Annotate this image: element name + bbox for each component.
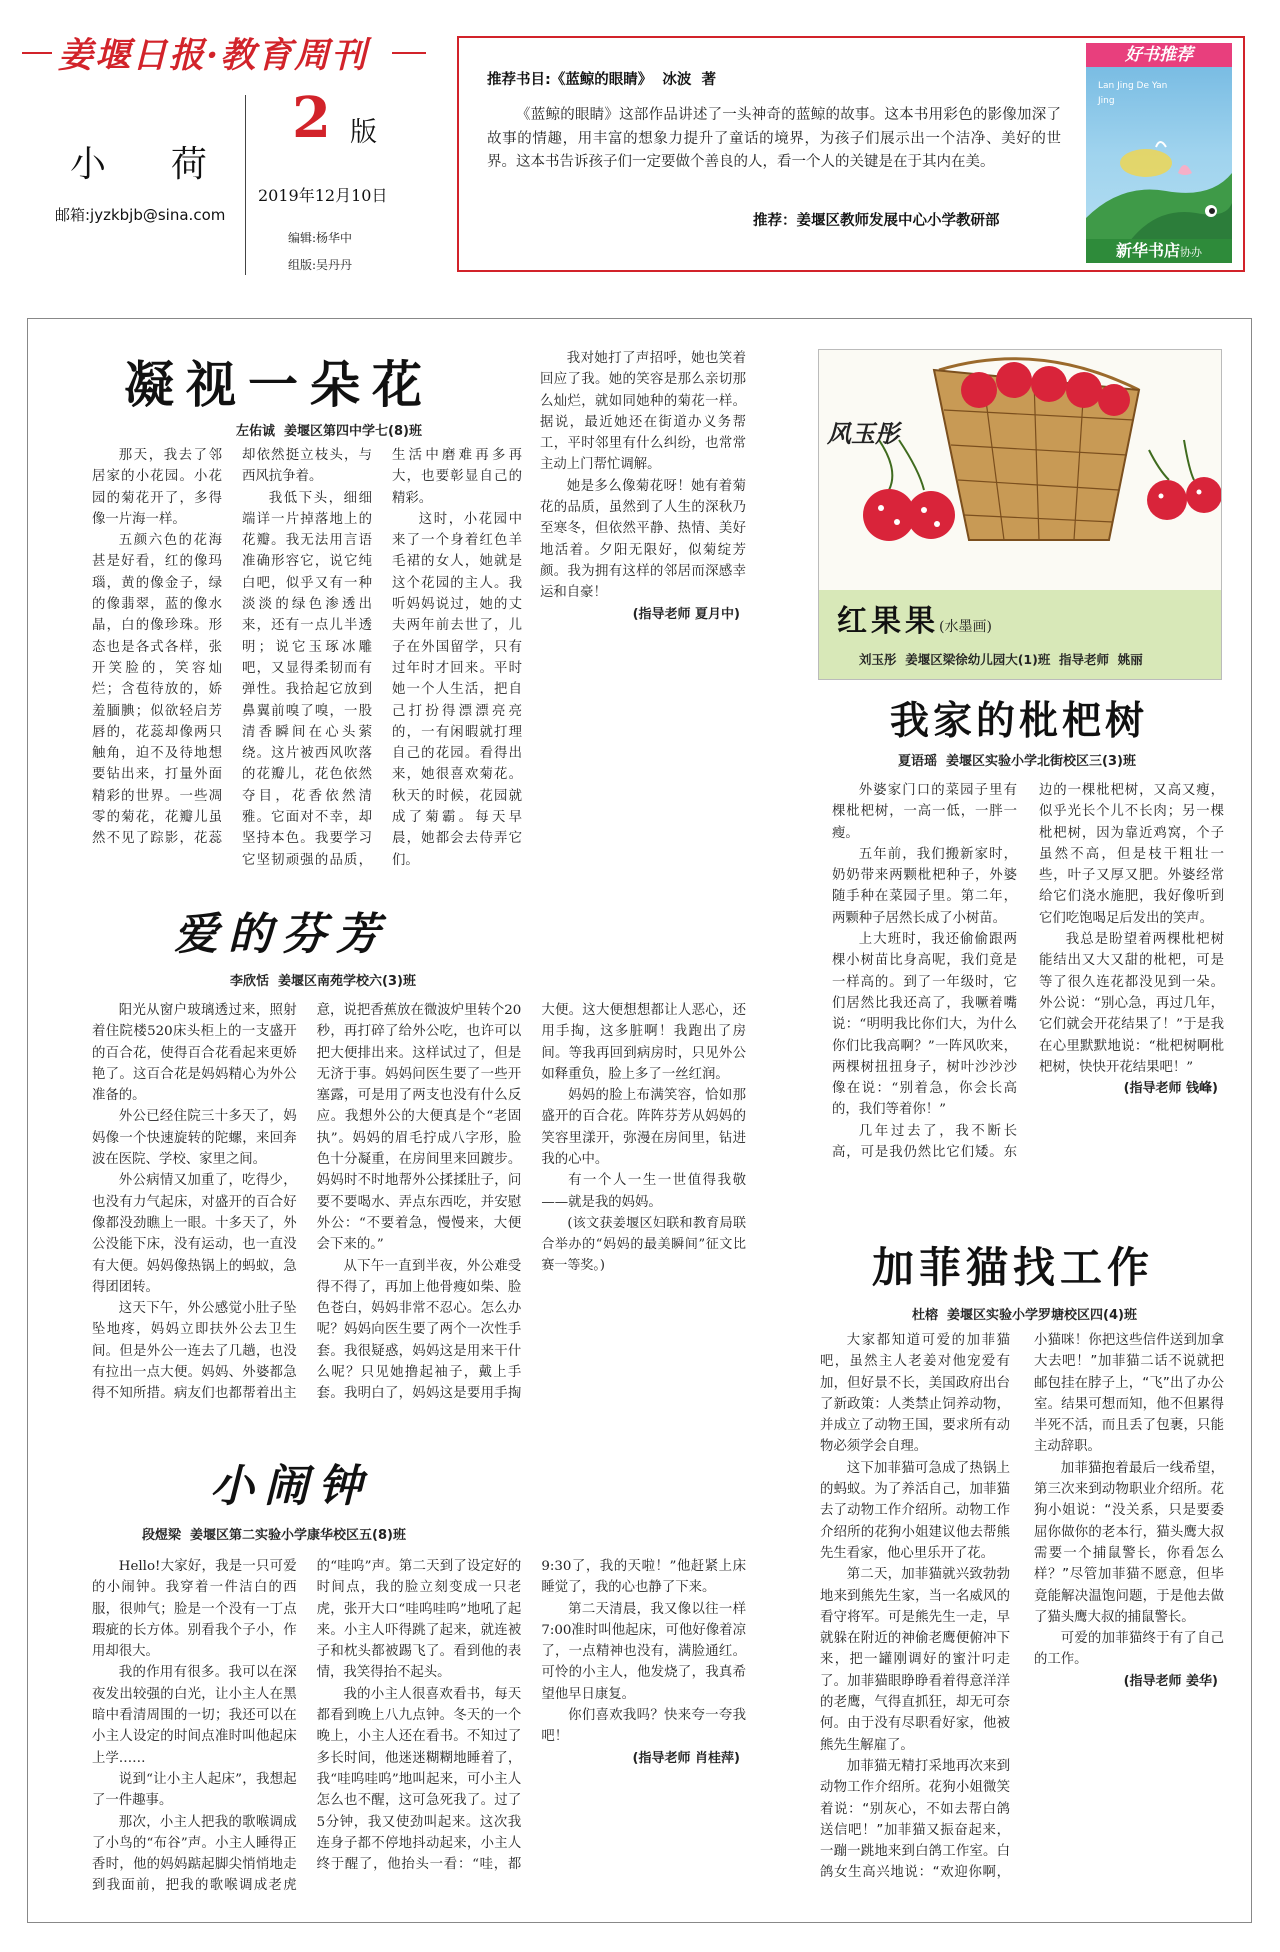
artwork-credit: 刘玉彤 姜堰区梁徐幼儿园大(1)班 指导老师 姚丽 [859, 652, 1143, 667]
issue-date: 2019年12月10日 [258, 186, 388, 205]
page-number: 2 [292, 85, 331, 151]
article-garfield-title: 加菲猫找工作 [872, 1243, 1155, 1292]
sponsor-suffix: 协办 [1180, 246, 1202, 259]
paragraph: 我的小主人很喜欢看书，每天都看到晚上八九点钟。冬天的一个晚上，小主人还在看书。不知过了多长时间，他迷迷糊糊地睡着了，我“哇呜哇呜”地叫起来，可小主人怎么也不醒，这可急死我了。过了5分钟，我又使劲叫起来。这次我连身子都不停地抖动起来，小主人终于醒了，他抬头一看：“哇，都9:30了，我的天啦！”他赶紧上床睡觉了，我的心也静了下来。 [316, 1559, 746, 1873]
article-loquat-teacher: (指导老师 钱峰) [1123, 1081, 1218, 1097]
paragraph: Hello!大家好，我是一只可爱的小闹钟。我穿着一件洁白的西服，很帅气；脸是一个没有一丁点瑕疵的长方体。别看我个子小，作用却很大。 [92, 1559, 297, 1660]
masthead-divider [245, 95, 246, 275]
editor: 编辑:杨华中 [288, 231, 353, 245]
paragraph: 阳光从窗户玻璃透过来，照射着住院楼520床头柜上的一支盛开的百合花，使得百合花看起来更娇艳了。这百合花是妈妈精心为外公准备的。 [92, 1003, 297, 1104]
paragraph: 外婆家门口的菜园子里有棵枇杷树，一高一低，一胖一瘦。 [832, 783, 1017, 841]
email: 邮箱:jyzkbjb@sina.com [55, 206, 226, 224]
article-fragrance-note: (该文获姜堰区妇联和教育局联合举办的“妈妈的最美瞬间”征文比赛一等奖。) [541, 1215, 746, 1273]
paragraph: 那次，小主人把我的歌喉调成了小鸟的“布谷”声。小主人睡得正香时，他的妈妈踮起脚尖悄悄地走到我面前，把我的歌喉调成老虎的“哇呜”声。第二天到了设定好的时间点，我的脸立刻变成一只老虎，张开大口“哇呜哇呜”地吼了起来。小主人吓得跳了起来，就连被子和枕头都被踢飞了。看到他的表情，我笑得抬不起头。 [92, 1559, 522, 1894]
paragraph: 我低下头，细细端详一片掉落地上的花瓣。我无法用言语准确形容它，说它纯白吧，似乎又有一种淡淡的绿色渗透出来，还有一点儿半透明；说它玉琢冰雕吧，又显得柔韧而有弹性。我拾起它放到鼻翼前嗅了嗅，一股清香瞬间在心头萦绕。这片被西风吹落的花瓣儿，花色依然夺目，花香依然清雅。它面对不幸，却坚持本色。我要学习它坚韧顽强的品质，生活中磨难再多再大，也要彰显自己的精彩。 [242, 448, 522, 868]
paper-name: 姜堰日报·教育周刊 [58, 35, 369, 76]
article-garfield-byline: 杜榕 姜堰区实验小学罗塘校区四(4)班 [912, 1308, 1137, 1323]
book-rec-recommender: 推荐：姜堰区教师发展中心小学教研部 [753, 213, 1000, 229]
article-flower-body [92, 445, 522, 871]
paper-name-rule-left [22, 52, 52, 54]
article-clock-title: 小闹钟 [210, 1461, 372, 1512]
book-recommendation-box [457, 36, 1245, 272]
paragraph: 我对她打了声招呼，她也笑着回应了我。她的笑容是那么亲切那么灿烂，就如同她种的菊花一样。据说，最近她还在街道办义务帮工，平时邻里有什么纠纷，也常常主动上门帮忙调解。 [540, 351, 746, 473]
paragraph: 外公病情又加重了，吃得少，也没有力气起床，对盛开的百合好像都没劲瞧上一眼。十多天了，外公没能下床，没有运动，也一直没有大便。妈妈像热锅上的蚂蚁，急得团团转。 [92, 1173, 297, 1295]
paragraph: 几年过去了，我不断长高，可是我仍然比它们矮。东边的一棵枇杷树，又高又瘦，似乎光长个儿不长肉；另一棵枇杷树，因为靠近鸡窝，个子虽然不高，但是枝干粗壮一些，叶子又厚又肥。外婆经常给它们浇水施肥，我好像听到它们吃饱喝足后发出的笑声。 [832, 783, 1224, 1161]
paragraph: 你们喜欢我吗？快来夸一夸我吧！ [541, 1708, 746, 1745]
article-garfield-teacher: (指导老师 姜华) [1123, 1673, 1218, 1689]
sponsor-name: 新华书店 [1115, 241, 1180, 260]
paragraph: 第二天，加菲猫就兴致勃勃地来到熊先生家，当一名威风的看守将军。可是熊先生一走，早就躲在附近的神偷老鹰便俯冲下来，把一罐刚调好的蜜汁叼走了。加菲猫眼睁睁看着得意洋洋的老鹰，气得直抓狂，却无可奈何。由于没有尽职看好家，他被熊先生解雇了。 [820, 1567, 1010, 1753]
artwork-painting [819, 350, 1222, 590]
paragraph: 第二天清晨，我又像以往一样7:00准时叫他起床，可他好像着凉了，一点精神也没有，满脸通红。可怜的小主人，他发烧了，我真希望他早日康复。 [541, 1601, 746, 1702]
article-clock-teacher: (指导老师 肖桂萍) [632, 1750, 740, 1766]
paragraph: 她是多么像菊花呀！她有着菊花的品质，虽然到了人生的深秋乃至寒冬，但依然平静、热情、美好地活着。夕阳无限好，似菊绽芳颜。我为拥有这样的邻居而深感幸运和自豪！ [540, 478, 746, 601]
book-rec-text: 《蓝鲸的眼睛》这部作品讲述了一头神奇的蓝鲸的故事。这本书用彩色的影像加深了故事的情趣，用丰富的想象力提升了童话的境界，为孩子们展示出一个洁净、美好的世界。这本书告诉孩子们一定要做个善良的人，看一个人的关键是在于其内在美。 [487, 107, 1061, 170]
artwork-title-text: 红果果 [837, 604, 939, 639]
book-cover-title: Lan Jing De Yan Jing [1098, 81, 1168, 106]
book-badge-title: 好书推荐 [1125, 45, 1193, 65]
layout-editor: 组版:吴丹丹 [288, 258, 353, 272]
paragraph: 五年前，我们搬新家时，奶奶带来两颗枇杷种子，外婆随手种在菜园子里。第二年，两颗种子居然长成了小树苗。 [832, 846, 1017, 926]
paragraph: 加菲猫无精打采地再次来到动物工作介绍所。花狗小姐微笑着说：“别灰心，不如去帮白鸽送信吧！”加菲猫又振奋起来，一蹦一跳地来到白鸽工作室。白鸽女生高兴地说：“欢迎你啊，小猫咪！你把这些信件送到加拿大去吧！”加菲猫二话不说就把邮包挂在脖子上，“飞”出了办公室。结果可想而知，他不但累得半死不活，而且丢了包裹，只能主动辞职。 [820, 1333, 1224, 1881]
page-suffix: 版 [350, 117, 377, 148]
article-flower-teacher: (指导老师 夏月中) [632, 606, 740, 622]
article-fragrance-body [92, 1000, 746, 1420]
artwork-caption [819, 590, 1222, 680]
paragraph: 大家都知道可爱的加菲猫吧，虽然主人老姜对他宠爱有加，但好景不长，美国政府出台了新政策：人类禁止饲养动物，并成立了动物王国，要求所有动物必须学会自理。 [820, 1333, 1010, 1455]
article-flower-body-col3 [540, 348, 746, 625]
paragraph: 从下午一直到半夜，外公难受得不得了，再加上他骨瘦如柴、脸色苍白，妈妈非常不忍心。怎么办呢？妈妈向医生要了两个一次性手套。我很疑惑，妈妈这是用来干什么呢？只见她撸起袖子，戴上手套。我明白了，妈妈这是要用手掏大便。这大便想想都让人恶心，还用手掏，这多脏啊！我跑出了房间。等我再回到病房时，只见外公如释重负，脸上多了一丝红润。 [316, 1003, 746, 1402]
article-flower-byline: 左佑诚 姜堰区第四中学七(8)班 [236, 424, 422, 439]
paragraph: 我总是盼望着两棵枇杷树能结出又大又甜的枇杷，可是等了很久连花都没见到一朵。外公说：“别心急，再过几年，它们就会开花结果了！”于是我在心里默默地说：“枇杷树啊枇杷树，快快开花结果吧！” [1039, 932, 1224, 1075]
book-badge [1086, 43, 1232, 67]
article-fragrance-byline: 李欣恬 姜堰区南苑学校六(3)班 [230, 974, 416, 989]
article-clock-body [92, 1556, 746, 1900]
paragraph: 妈妈的脸上布满笑容，恰如那盛开的百合花。阵阵芬芳从妈妈的笑容里漾开，弥漫在房间里，钻进我的心中。 [541, 1088, 746, 1168]
paragraph: 这天下午，外公感觉小肚子坠坠地疼，妈妈立即扶外公去卫生间。但是外公一连去了几趟，也没有拉出一点大便。妈妈、外婆都急得不知所措。病友们也都帮着出主意，说把香蕉放在微波炉里转个20秒，再打碎了给外公吃，也许可以把大便排出来。这样试过了，但是无济于事。妈妈问医生要了一些开塞露，可是用了两支也没有什么反应。我想外公的大便真是个“老固执”。妈妈的眉毛拧成八字形，脸色十分凝重，在房间里来回踱步。妈妈时不时地帮外公揉揉肚子，问要不要喝水、弄点东西吃，并安慰外公：“不要着急，慢慢来，大便会下来的。” [92, 1003, 522, 1402]
article-flower-title: 凝视一朵花 [124, 355, 434, 414]
book-rec-body [487, 104, 1061, 175]
article-loquat-body [832, 780, 1224, 1174]
paragraph: 加菲猫抱着最后一线希望，第三次来到动物职业介绍所。花狗小姐说：“没关系，只是要委屈你做你的老本行，猫头鹰大叔需要一个捕鼠警长，你看怎么样？”尽管加菲猫不愿意，但毕竟能解决温饱问题，于是他去做了猫头鹰大叔的捕鼠警长。 [1034, 1460, 1224, 1625]
article-loquat-byline: 夏语瑶 姜堰区实验小学北街校区三(3)班 [898, 754, 1136, 769]
artwork-medium: (水墨画) [939, 619, 992, 635]
paragraph: 说到“让小主人起床”，我想起了一件趣事。 [92, 1771, 297, 1809]
section-name: 小 荷 [70, 144, 221, 185]
paragraph: 这下加菲猫可急成了热锅上的蚂蚁。为了养活自己，加菲猫去了动物工作介绍所。动物工作介绍所的花狗小姐建议他去帮熊先生看家，他心里乐开了花。 [820, 1460, 1010, 1561]
paper-name-rule-right [392, 52, 426, 54]
paragraph: 上大班时，我还偷偷跟两棵小树苗比身高呢，我们竟是一样高的。到了一年级时，它们居然比我还高了，我噘着嘴说：“明明我比你们大，为什么你们比我高啊？”一阵风吹来，两棵树扭扭身子，树叶沙沙沙像在说：“别着急，你会长高的，我们等着你！” [832, 932, 1017, 1118]
paragraph: 我的作用有很多。我可以在深夜发出较强的白光，让小主人在黑暗中看清周围的一切；我还可以在小主人设定的时间点准时叫他起床上学…… [92, 1665, 297, 1766]
article-fragrance-title: 爱的芬芳 [174, 909, 390, 960]
article-clock-byline: 段煜梁 姜堰区第二实验小学康华校区五(8)班 [142, 1528, 406, 1543]
article-loquat-title: 我家的枇杷树 [890, 698, 1149, 744]
paragraph: 五颜六色的花海甚是好看，红的像玛瑙，黄的像金子，绿的像翡翠，蓝的像水晶，白的像珍珠。形态也是各式各样，张开笑脸的，笑容灿烂；含苞待放的，娇羞腼腆；似欲轻启芳唇的，花蕊却像两只触角，迫不及待地想要钻出来，打量外面精彩的世界。一些凋零的菊花，花瓣儿虽然不见了踪影，花蕊却依然挺立枝头，与西风抗争着。 [92, 448, 372, 847]
artwork-panel [818, 349, 1222, 680]
book-cover [1086, 43, 1232, 263]
artwork-title [837, 596, 992, 640]
paragraph: 那天，我去了邻居家的小花园。小花园的菊花开了，多得像一片海一样。 [92, 448, 222, 527]
book-rec-header: 推荐书目:《蓝鲸的眼睛》 冰波 著 [487, 72, 716, 88]
artwork-signature: 风玉彤 [827, 419, 899, 448]
paragraph: 外公已经住院三十多天了，妈妈像一个快速旋转的陀螺，来回奔波在医院、学校、家里之间。 [92, 1109, 297, 1168]
article-garfield-body [820, 1330, 1224, 1904]
paragraph: 有一个人一生一世值得我敬——就是我的妈妈。 [541, 1173, 746, 1210]
paragraph: 这时，小花园中来了一个身着红色羊毛裙的女人，她就是这个花园的主人。我听妈妈说过，她的丈夫两年前去世了，儿子在外国留学，只有过年时才回来。平时她一个人生活，把自己打扮得漂漂亮亮的，一有闲暇就打理自己的花园。看得出来，她很喜欢菊花。秋天的时候，花园就成了菊霸。每天早晨，她都会去侍弄它们。 [392, 511, 522, 868]
paragraph: 可爱的加菲猫终于有了自己的工作。 [1034, 1631, 1224, 1668]
sponsor-bar [1086, 239, 1232, 263]
